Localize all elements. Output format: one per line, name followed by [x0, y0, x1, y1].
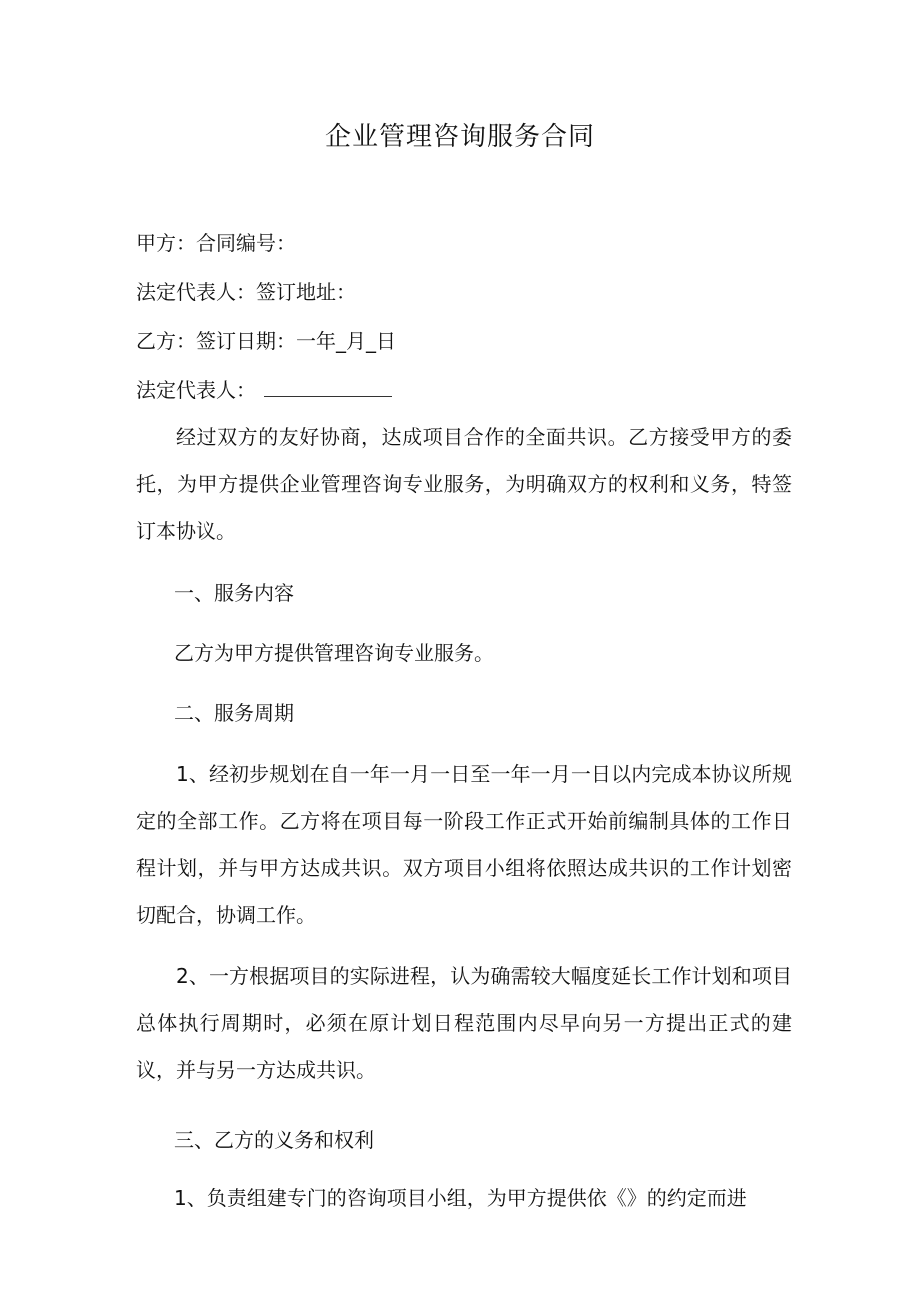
- legal-rep-b-label: 法定代表人：: [136, 378, 256, 402]
- section-2-item-1: 1、经初步规划在自一年一月一日至一年一月一日以内完成本协议所规定的全部工作。乙方将在项目每一阶段工作正式开始前编制具体的工作日程计划，并与甲方达成共识。双方项目小组将依照达成共识的工作计划密切配合，协调工作。: [136, 762, 792, 927]
- section-3-item-1: 1、负责组建专门的咨询项目小组，为甲方提供依《》的约定而进: [174, 1186, 747, 1210]
- section-2-item-2: 2、一方根据项目的实际进程，认为确需较大幅度延长工作计划和项目总体执行周期时，必须在原计划日程范围内尽早向另一方提出正式的建议，并与另一方达成共识。: [136, 964, 792, 1082]
- section-2-heading: 二、服务周期: [174, 701, 294, 725]
- legal-rep-a-line: 法定代表人：签订地址：: [136, 280, 356, 304]
- document-title: 企业管理咨询服务合同: [324, 122, 595, 152]
- signature-blank[interactable]: [264, 378, 392, 397]
- party-b-line: 乙方：签订日期：一年_月_日: [136, 329, 396, 353]
- section-1-body: 乙方为甲方提供管理咨询专业服务。: [174, 641, 494, 665]
- section-3-heading: 三、乙方的义务和权利: [174, 1128, 374, 1152]
- intro-paragraph: 经过双方的友好协商，达成项目合作的全面共识。乙方接受甲方的委托，为甲方提供企业管理咨询专业服务，为明确双方的权利和义务，特签订本协议。: [136, 425, 792, 543]
- legal-rep-b-row: [136, 375, 392, 405]
- section-1-heading: 一、服务内容: [174, 581, 294, 605]
- party-a-line: 甲方：合同编号：: [136, 231, 296, 255]
